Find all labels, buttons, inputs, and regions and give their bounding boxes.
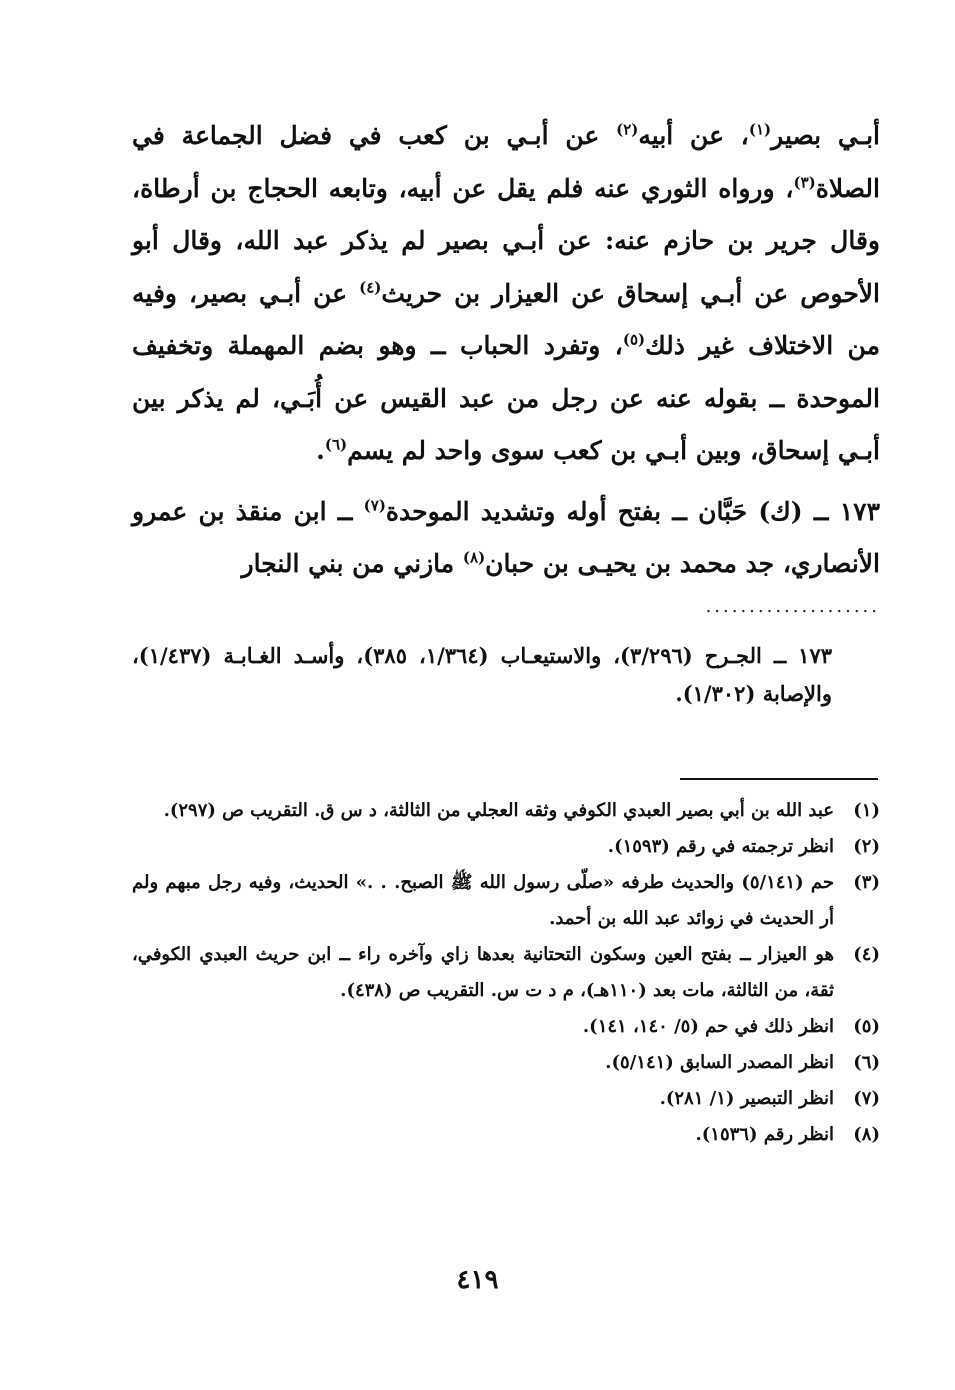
footnote-number: (١) <box>853 800 880 821</box>
text-segment: . <box>316 436 325 465</box>
text-segment: مازني من بني النجار <box>241 549 463 578</box>
sources-text: ١٧٣ ــ الجـرح (٣/٢٩٦)، والاستيعـاب (١/٣٦٤، ٣٨٥)، وأسـد الغـابـة (١/٤٣٧)، والإصابة (١/٣٠٢). <box>132 643 833 706</box>
footnote-ref-5: (٥) <box>622 330 646 349</box>
text-segment: أبـي بصير <box>771 121 880 150</box>
footnote-text: انظر التبصير (١/ ٢٨١). <box>659 1088 834 1109</box>
footnote-separator <box>680 778 878 780</box>
footnote-item <box>132 1045 880 1081</box>
main-text-block <box>132 110 880 591</box>
footnote-item <box>132 829 880 865</box>
footnote-text: هو العيزار ــ بفتح العين وسكون التحتانية بعدها زاي وآخره راء ــ ابن حريث العبدي الكوفي، ثقة، من الثالثة، مات بعد (١١٠هـ)، م د ت س. التقريب ص (٤٣٨). <box>132 944 834 1001</box>
footnote-text: انظر ترجمته في رقم (١٥٩٣). <box>607 836 834 857</box>
footnote-number: (٣) <box>853 872 880 893</box>
footnote-item <box>132 793 880 829</box>
page-number: ٤١٩ <box>456 1265 499 1295</box>
main-paragraph <box>132 110 880 478</box>
footnote-item <box>132 1081 880 1117</box>
footnote-number: (٦) <box>853 1052 880 1073</box>
footnote-text: انظر المصدر السابق (٥/١٤١). <box>605 1052 834 1073</box>
footnote-ref-3: (٣) <box>793 173 816 192</box>
footnote-ref-1: (١) <box>748 120 772 139</box>
footnote-item <box>132 1009 880 1045</box>
footnote-text: عبد الله بن أبي بصير العبدي الكوفي وثقه العجلي من الثالثة، د س ق. التقريب ص (٢٩٧). <box>163 800 834 821</box>
text-segment: ١٧٣ ــ (ك) حَبَّان ــ بفتح أوله وتشديد الموحدة <box>385 496 881 526</box>
sources-block <box>132 637 832 713</box>
footnote-ref-8: (٨) <box>462 548 486 567</box>
dotted-divider: .................... <box>705 596 880 617</box>
text-segment: عن أبـي بن كعب في فضل الجماعة في الصلاة <box>132 121 880 203</box>
footnote-number: (٤) <box>853 944 880 965</box>
footnote-item <box>132 1117 880 1153</box>
text-segment: عن أبـي بصير، وفيه من الاختلاف غير ذلك <box>132 278 880 360</box>
footnote-ref-7: (٧) <box>363 496 386 515</box>
footnote-number: (٥) <box>853 1016 880 1037</box>
footnote-ref-4: (٤) <box>359 278 382 297</box>
footnote-number: (٧) <box>853 1088 880 1109</box>
footnote-number: (٢) <box>853 836 880 857</box>
text-segment: ــ ابن منقذ بن عمرو الأنصاري، جد محمد بن يحيـى بن حبان <box>132 496 880 578</box>
footnote-text: انظر ذلك في حم (٥/ ١٤٠، ١٤١). <box>582 1016 834 1037</box>
footnote-ref-2: (٢) <box>616 120 639 139</box>
footnote-ref-6: (٦) <box>324 435 348 454</box>
text-segment: ، وتفرد الحباب ــ وهو بضم المهملة وتخفيف الموحدة ــ بقوله عنه عن رجل من عبد القيس عن أُبَـي، لم يذكر بين أبـي إسحاق، وبين أبـي بن كعب سوى واحد لم يسم <box>132 331 880 465</box>
footnote-item <box>132 865 880 937</box>
entry-173 <box>132 486 880 591</box>
text-segment: ، ورواه الثوري عنه فلم يقل عن أبيه، وتابعه الحجاج بن أرطاة، وقال جرير بن حازم عنه: عن أبـي بصير لم يذكر عبد الله، وقال أبو الأحوص عن أبـي إسحاق عن العيزار بن حريث <box>132 173 881 308</box>
footnote-text: انظر رقم (١٥٣٦). <box>695 1124 834 1145</box>
footnote-text: حم (٥/١٤١) والحديث طرفه «صلّى رسول الله ﷺ الصبح. . .» الحديث، وفيه رجل مبهم ولم أر الحديث في زوائد عبد الله بن أحمد. <box>132 872 834 929</box>
footnote-number: (٨) <box>853 1124 880 1145</box>
footnote-item <box>132 937 880 1009</box>
footnotes-list <box>132 793 880 1153</box>
text-segment: ، عن أبيه <box>638 121 749 150</box>
